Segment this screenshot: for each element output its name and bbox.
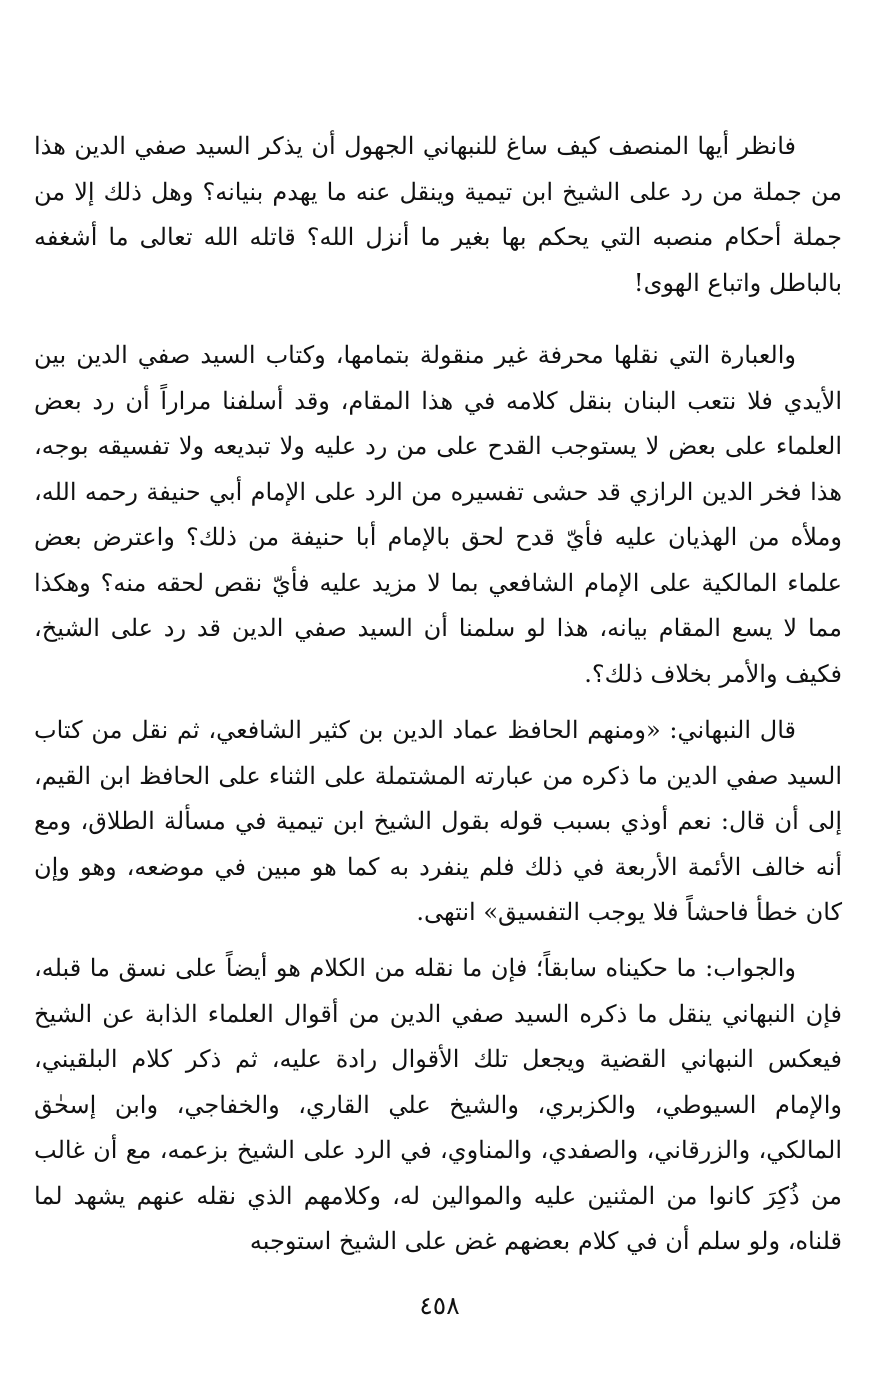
paragraph-2: والعبارة التي نقلها محرفة غير منقولة بتمامها، وكتاب السيد صفي الدين بين الأيدي فلا نتعب البنان بنقل كلامه في هذا المقام، وقد أسلفنا مراراً أن رد بعض العلماء على بعض لا يستوجب القدح على من رد عليه ولا تبديعه ولا تفسيقه بوجه، هذا فخر الدين الرازي قد حشى تفسيره من الرد على الإمام أبي حنيفة رحمه الله، وملأه من الهذيان عليه فأيّ قدح لحق بالإمام أبا حنيفة من ذلك؟ واعترض بعض علماء المالكية على الإمام الشافعي بما لا مزيد عليه فأيّ نقص لحقه منه؟ وهكذا مما لا يسع المقام بيانه، هذا لو سلمنا أن السيد صفي الدين قد رد على الشيخ، فكيف والأمر بخلاف ذلك؟. [34, 341, 843, 688]
paragraph-3-block [34, 708, 842, 936]
paragraph-4: والجواب: ما حكيناه سابقاً؛ فإن ما نقله من الكلام هو أيضاً على نسق ما قبله، فإن النبهاني ينقل ما ذكره السيد صفي الدين من أقوال العلماء الذابة عن الشيخ فيعكس النبهاني القضية ويجعل تلك الأقوال رادة عليه، ثم ذكر كلام البلقيني، والإمام السيوطي، والكزبري، والشيخ علي القاري، والخفاجي، وابن إسحٰق المالكي، والزرقاني، والصفدي، والمناوي، في الرد على الشيخ بزعمه، مع أن غالب من ذُكِرَ كانوا من المثنين عليه والموالين له، وكلامهم الذي نقله عنهم يشهد لما قلناه، ولو سلم أن في كلام بعضهم غض على الشيخ استوجبه [34, 954, 842, 1255]
page-number: ٤٥٨ [419, 1291, 460, 1320]
paragraph-1-block [34, 124, 842, 306]
paragraph-1: فانظر أيها المنصف كيف ساغ للنبهاني الجهول أن يذكر السيد صفي الدين هذا من جملة من رد على الشيخ ابن تيمية وينقل عنه ما يهدم بنيانه؟ وهل ذلك إلا من جملة أحكام منصبه التي يحكم بها بغير ما أنزل الله؟ قاتله الله تعالى ما أشغفه بالباطل واتباع الهوى! [34, 132, 842, 297]
paragraph-3: قال النبهاني: «ومنهم الحافظ عماد الدين بن كثير الشافعي، ثم نقل من كتاب السيد صفي الدين ما ذكره من عبارته المشتملة على الثناء على الحافظ ابن القيم، إلى أن قال: نعم أوذي بسبب قوله بقول الشيخ ابن تيمية في مسألة الطلاق، ومع أنه خالف الأئمة الأربعة في ذلك فلم ينفرد به كما هو مبين في موضعه، وهو وإن كان خطأ فاحشاً فلا يوجب التفسيق» انتهى. [34, 716, 842, 926]
paragraph-4-block [34, 946, 842, 1265]
paragraph-2-block [34, 333, 842, 697]
